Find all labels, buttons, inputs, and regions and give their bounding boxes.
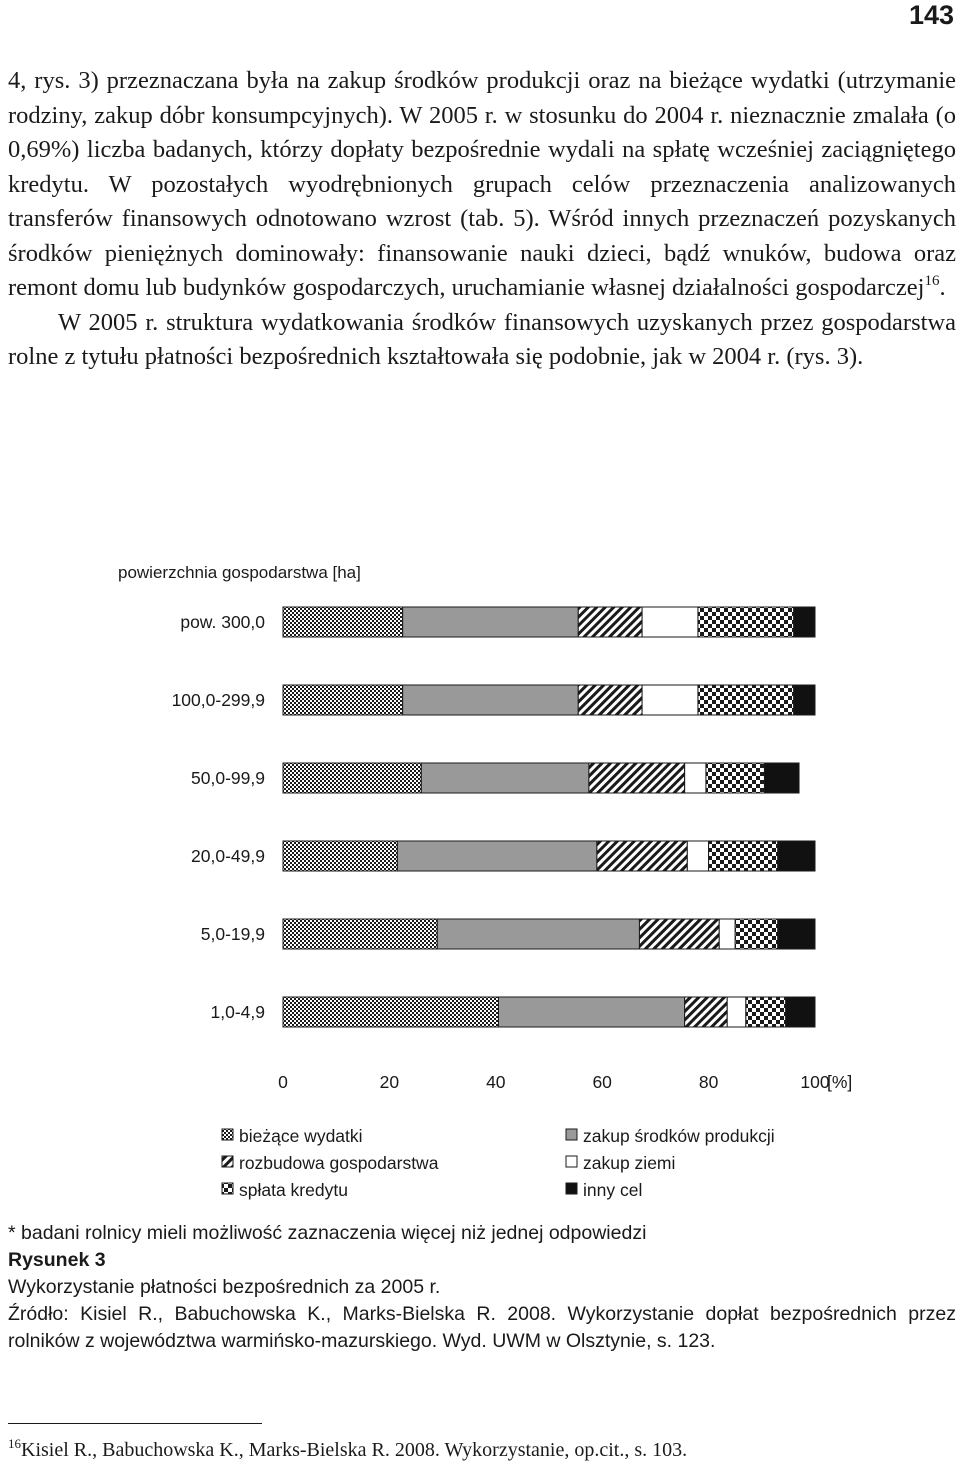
legend-swatch — [222, 1183, 233, 1194]
legend-label: rozbudowa gospodarstwa — [239, 1153, 439, 1173]
figure-label: Rysunek 3 — [8, 1249, 106, 1271]
bar-segment-4 — [642, 607, 698, 637]
category-label: 20,0-49,9 — [191, 846, 265, 866]
legend-label: inny cel — [583, 1180, 643, 1200]
bar-segment-3 — [589, 763, 685, 793]
bar-segment-2 — [437, 919, 639, 949]
bar-segment-2 — [421, 763, 589, 793]
bar-segment-6 — [794, 685, 815, 715]
page-number: 143 — [908, 0, 954, 30]
x-axis-unit: [%] — [827, 1072, 853, 1092]
footnote-divider — [8, 1423, 262, 1424]
legend-label: bieżące wydatki — [239, 1126, 363, 1146]
bar-segment-4 — [685, 763, 706, 793]
category-label: 5,0-19,9 — [200, 924, 265, 944]
legend-label: zakup ziemi — [583, 1153, 676, 1173]
paragraph-1 — [8, 64, 956, 306]
bar-segment-3 — [685, 997, 728, 1027]
bar-segment-1 — [283, 607, 403, 637]
bar-segment-1 — [283, 763, 421, 793]
figure-caption: Wykorzystanie płatności bezpośrednich za 2005 r. — [8, 1276, 441, 1298]
category-label: pow. 300,0 — [180, 612, 265, 632]
stacked-bar-chart — [0, 540, 960, 1220]
bar-segment-5 — [698, 685, 794, 715]
asterisk-note: * badani rolnicy mieli możliwość zaznaczenia więcej niż jednej odpowiedzi — [8, 1222, 647, 1244]
bar-segment-5 — [746, 997, 786, 1027]
bar-segment-6 — [794, 607, 815, 637]
category-label: 1,0-4,9 — [210, 1002, 265, 1022]
legend-swatch — [222, 1129, 233, 1140]
bar-segment-2 — [397, 841, 597, 871]
bar-segment-2 — [403, 685, 579, 715]
bar-segment-1 — [283, 685, 403, 715]
bar-segment-3 — [578, 607, 642, 637]
chart-title: powierzchnia gospodarstwa [ha] — [118, 563, 361, 582]
bar-segment-1 — [283, 997, 498, 1027]
bar-segment-1 — [283, 919, 437, 949]
footnote-ref: 16 — [924, 273, 940, 289]
category-label: 50,0-99,9 — [191, 768, 265, 788]
bar-segment-2 — [498, 997, 684, 1027]
body-text — [8, 64, 956, 375]
bar-segment-5 — [735, 919, 778, 949]
legend-swatch — [222, 1156, 233, 1167]
x-tick-label: 20 — [379, 1072, 400, 1092]
figure-notes — [8, 1220, 956, 1355]
bar-segment-4 — [727, 997, 746, 1027]
bar-segment-5 — [709, 841, 778, 871]
category-label: 100,0-299,9 — [171, 690, 265, 710]
paragraph-2: W 2005 r. struktura wydatkowania środków finansowych uzyskanych przez gospodarstwa rolne z tytułu płatności bezpośrednich kształtowała się podobnie, jak w 2004 r. (rys. 3). — [8, 308, 956, 370]
legend-label: spłata kredytu — [239, 1180, 348, 1200]
bar-segment-5 — [698, 607, 794, 637]
figure-chart — [0, 540, 960, 1220]
bar-segment-2 — [403, 607, 579, 637]
bar-segment-4 — [642, 685, 698, 715]
x-tick-label: 60 — [592, 1072, 612, 1092]
bar-segment-5 — [706, 763, 765, 793]
bar-segment-6 — [786, 997, 815, 1027]
x-tick-label: 40 — [486, 1072, 506, 1092]
paragraph-1-end: . — [939, 274, 946, 301]
paragraph-1-text: 4, rys. 3) przeznaczana była na zakup środków produkcji oraz na bieżące wydatki (utrzymanie rodziny, zakup dóbr konsumpcyjnych). W 2005 r. w stosunku do 2004 r. nieznacznie zmalała (o 0,69%) liczba badanych, którzy dopłaty bezpośrednie wydali na spłatę wcześniej zaciągniętego kredytu. W pozostałych wyodrębnionych grupach celów przeznaczenia analizowanych transferów finansowych odnotowano wzrost (tab. 5). Wśród innych przeznaczeń pozyskanych środków pieniężnych dominowały: finansowanie nauki dzieci, bądź wnuków, budowa oraz remont domu lub budynków gospodarczych, uruchamianie własnej działalności gospodarczej — [8, 67, 956, 301]
legend-swatch — [566, 1183, 577, 1194]
legend-swatch — [566, 1156, 577, 1167]
bar-segment-3 — [578, 685, 642, 715]
bar-segment-1 — [283, 841, 397, 871]
x-tick-label: 80 — [698, 1072, 719, 1092]
bar-segment-6 — [778, 841, 815, 871]
bar-segment-6 — [764, 763, 799, 793]
bar-segment-4 — [687, 841, 708, 871]
footnote — [8, 1436, 956, 1464]
legend-swatch — [566, 1129, 577, 1140]
bar-segment-3 — [597, 841, 687, 871]
footnote-text: Kisiel R., Babuchowska K., Marks-Bielska R. 2008. Wykorzystanie, op.cit., s. 103. — [21, 1439, 688, 1461]
footnote-number: 16 — [8, 1436, 21, 1451]
legend-label: zakup środków produkcji — [583, 1126, 775, 1146]
x-tick-label: 0 — [278, 1072, 288, 1092]
x-tick-label: 100 — [800, 1072, 830, 1092]
bar-segment-4 — [719, 919, 735, 949]
bar-segment-6 — [778, 919, 815, 949]
figure-source: Źródło: Kisiel R., Babuchowska K., Marks-Bielska R. 2008. Wykorzystanie dopłat bezpośrednich przez rolników z województwa warmińsko-mazurskiego. Wyd. UWM w Olsztynie, s. 123. — [8, 1303, 956, 1352]
bar-segment-3 — [639, 919, 719, 949]
